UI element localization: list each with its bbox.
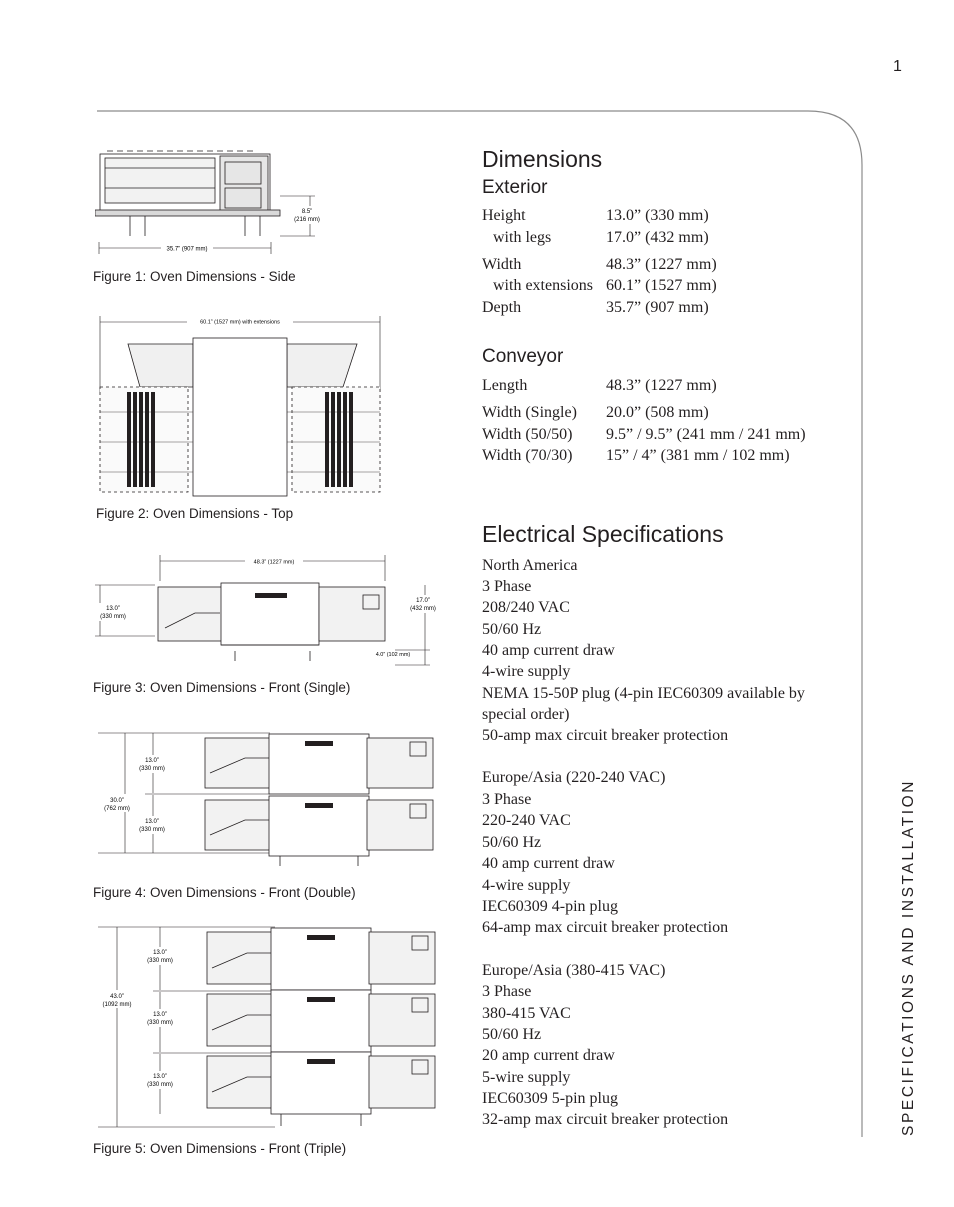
fig3-dim-left: 13.0” (106, 606, 120, 612)
spec-label: with extensions (493, 277, 593, 294)
fig3-dim-right-mm: (432 mm) (410, 606, 436, 612)
conveyor-heading: Conveyor (482, 346, 564, 367)
spec-line: 50-amp max circuit breaker protection (482, 727, 729, 744)
spec-line: 64-amp max circuit breaker protection (482, 919, 729, 936)
side-title: SPECIFICATIONS AND INSTALLATION (900, 778, 917, 1136)
fig5-dim-unit-1: 13.0” (153, 950, 167, 956)
fig5-dim-total-mm: (1092 mm) (102, 1002, 132, 1008)
spec-label: Width (Single) (482, 404, 577, 421)
fig3-dim-top: 48.3” (1227 mm) (253, 559, 295, 566)
spec-line: IEC60309 5-pin plug (482, 1090, 618, 1107)
fig5-dim-total: 43.0” (110, 994, 124, 1000)
figure-front-double-drawing (95, 728, 440, 878)
figure-4-caption: Figure 4: Oven Dimensions - Front (Double) (93, 885, 356, 900)
figure-front-triple-drawing (95, 922, 440, 1132)
exterior-heading: Exterior (482, 177, 548, 198)
fig5-dim-unit-3: 13.0” (153, 1074, 167, 1080)
spec-label: with legs (493, 229, 552, 246)
figure-2-caption: Figure 2: Oven Dimensions - Top (96, 506, 294, 521)
spec-value: 20.0” (508 mm) (606, 404, 709, 421)
figure-side-drawing (95, 148, 335, 256)
spec-line: 20 amp current draw (482, 1047, 615, 1064)
fig3-dim-bottom: 4.0” (102 mm) (375, 652, 411, 658)
figure-front-single-drawing (95, 553, 440, 678)
section-heading-europe-asia-220: Europe/Asia (220-240 VAC) (482, 769, 666, 786)
spec-line: 50/60 Hz (482, 1026, 542, 1043)
spec-line: 3 Phase (482, 791, 532, 808)
dimensions-heading: Dimensions (482, 146, 603, 172)
page-number: 1 (893, 58, 902, 75)
spec-line: 50/60 Hz (482, 621, 542, 638)
fig5-dim-unit-2-mm: (330 mm) (147, 1020, 173, 1026)
fig4-dim-total-mm: (762 mm) (104, 806, 130, 812)
spec-line: 32-amp max circuit breaker protection (482, 1111, 729, 1128)
spec-line: 3 Phase (482, 983, 532, 1000)
spec-label: Width (50/50) (482, 426, 573, 443)
spec-line: 4-wire supply (482, 663, 571, 680)
fig1-dim-bottom: 35.7” (907 mm) (166, 246, 208, 253)
fig2-dim-top: 60.1” (1527 mm) with extensions (200, 319, 280, 326)
spec-value: 48.3” (1227 mm) (606, 377, 717, 394)
spec-line: 4-wire supply (482, 877, 571, 894)
spec-value: 48.3” (1227 mm) (606, 256, 717, 273)
spec-line: 380-415 VAC (482, 1005, 571, 1022)
spec-label: Depth (482, 299, 522, 316)
spec-line: IEC60309 4-pin plug (482, 898, 618, 915)
fig3-dim-right: 17.0” (416, 598, 430, 604)
spec-label: Height (482, 207, 526, 224)
spec-value: 15” / 4” (381 mm / 102 mm) (606, 447, 790, 464)
spec-value: 17.0” (432 mm) (606, 229, 709, 246)
spec-value: 9.5” / 9.5” (241 mm / 241 mm) (606, 426, 806, 443)
spec-label: Width (482, 256, 522, 273)
figure-1-caption: Figure 1: Oven Dimensions - Side (93, 269, 296, 284)
spec-line: 40 amp current draw (482, 642, 615, 659)
spec-line: 50/60 Hz (482, 834, 542, 851)
fig3-dim-left-mm: (330 mm) (100, 614, 126, 620)
electrical-heading: Electrical Specifications (482, 521, 724, 547)
fig1-dim-right-mm: (216 mm) (294, 217, 320, 223)
spec-line: 40 amp current draw (482, 855, 615, 872)
fig4-dim-unit-bottom-mm: (330 mm) (139, 827, 165, 833)
spec-line: 220-240 VAC (482, 812, 571, 829)
fig4-dim-unit-bottom: 13.0” (145, 819, 159, 825)
section-heading-north-america: North America (482, 557, 578, 574)
fig4-dim-total: 30.0” (110, 798, 124, 804)
spec-value: 60.1” (1527 mm) (606, 277, 717, 294)
fig5-dim-unit-2: 13.0” (153, 1012, 167, 1018)
spec-value: 13.0” (330 mm) (606, 207, 709, 224)
fig5-dim-unit-1-mm: (330 mm) (147, 958, 173, 964)
spec-label: Length (482, 377, 528, 394)
figure-5-caption: Figure 5: Oven Dimensions - Front (Triple) (93, 1141, 347, 1156)
fig4-dim-unit-top: 13.0” (145, 758, 159, 764)
spec-line: 3 Phase (482, 578, 532, 595)
spec-line: 208/240 VAC (482, 599, 570, 616)
fig1-dim-right: 8.5” (301, 209, 313, 215)
spec-line: special order) (482, 706, 570, 723)
fig5-dim-unit-3-mm: (330 mm) (147, 1082, 173, 1088)
spec-label: Width (70/30) (482, 447, 573, 464)
fig4-dim-unit-top-mm: (330 mm) (139, 766, 165, 772)
figure-3-caption: Figure 3: Oven Dimensions - Front (Single) (93, 680, 351, 695)
section-heading-europe-asia-380: Europe/Asia (380-415 VAC) (482, 962, 666, 979)
spec-value: 35.7” (907 mm) (606, 299, 709, 316)
figure-top-drawing (95, 312, 385, 500)
spec-line: 5-wire supply (482, 1069, 571, 1086)
spec-line: NEMA 15-50P plug (4-pin IEC60309 available by (482, 685, 805, 702)
